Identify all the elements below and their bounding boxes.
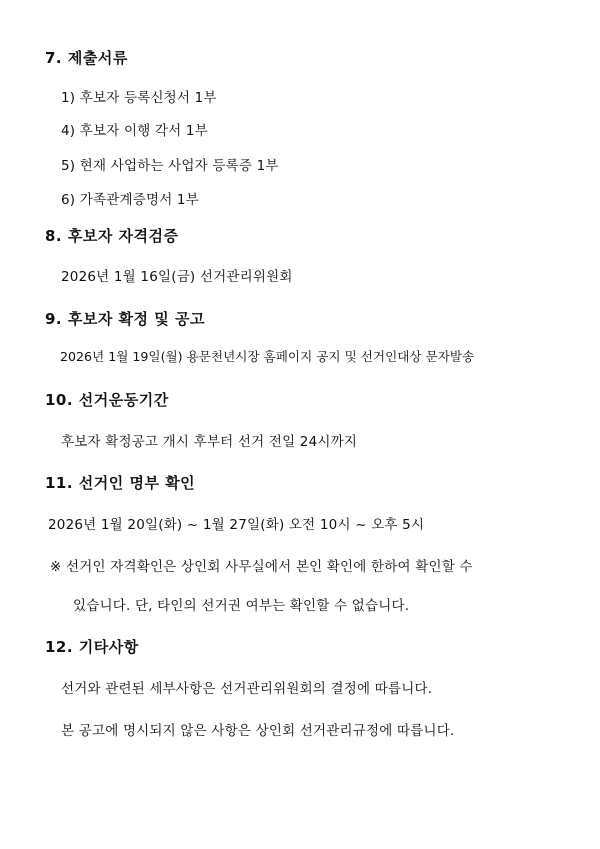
section-12-heading: 12. 기타사항 bbox=[45, 638, 139, 656]
section-10-heading: 10. 선거운동기간 bbox=[45, 391, 169, 409]
roster-note-line-2: 있습니다. 단, 타인의 선거권 여부는 확인할 수 없습니다. bbox=[73, 598, 410, 614]
section-11-heading: 11. 선거인 명부 확인 bbox=[45, 474, 196, 492]
announcement-line: 2026년 1월 19일(월) 용문천년시장 홈페이지 공지 및 선거인대상 문자발송 bbox=[60, 349, 475, 364]
roster-note-line-1: ※ 선거인 자격확인은 상인회 사무실에서 본인 확인에 한하여 확인할 수 bbox=[50, 559, 473, 575]
doc-item-4: 4) 후보자 이행 각서 1부 bbox=[61, 123, 208, 139]
misc-line-2: 본 공고에 명시되지 않은 사항은 상인회 선거관리규정에 따릅니다. bbox=[61, 723, 455, 739]
doc-item-1: 1) 후보자 등록신청서 1부 bbox=[61, 90, 217, 106]
section-9-heading: 9. 후보자 확정 및 공고 bbox=[45, 310, 205, 328]
doc-item-5: 5) 현재 사업하는 사업자 등록증 1부 bbox=[61, 158, 279, 174]
verification-date: 2026년 1월 16일(금) 선거관리위원회 bbox=[61, 269, 293, 285]
doc-item-6: 6) 가족관계증명서 1부 bbox=[61, 192, 199, 208]
roster-check-period: 2026년 1월 20일(화) ~ 1월 27일(화) 오전 10시 ~ 오후 5시 bbox=[48, 517, 425, 533]
misc-line-1: 선거와 관련된 세부사항은 선거관리위원회의 결정에 따릅니다. bbox=[61, 681, 433, 697]
section-8-heading: 8. 후보자 자격검증 bbox=[45, 227, 179, 245]
section-7-heading: 7. 제출서류 bbox=[45, 49, 128, 67]
campaign-period: 후보자 확정공고 개시 후부터 선거 전일 24시까지 bbox=[61, 434, 358, 450]
